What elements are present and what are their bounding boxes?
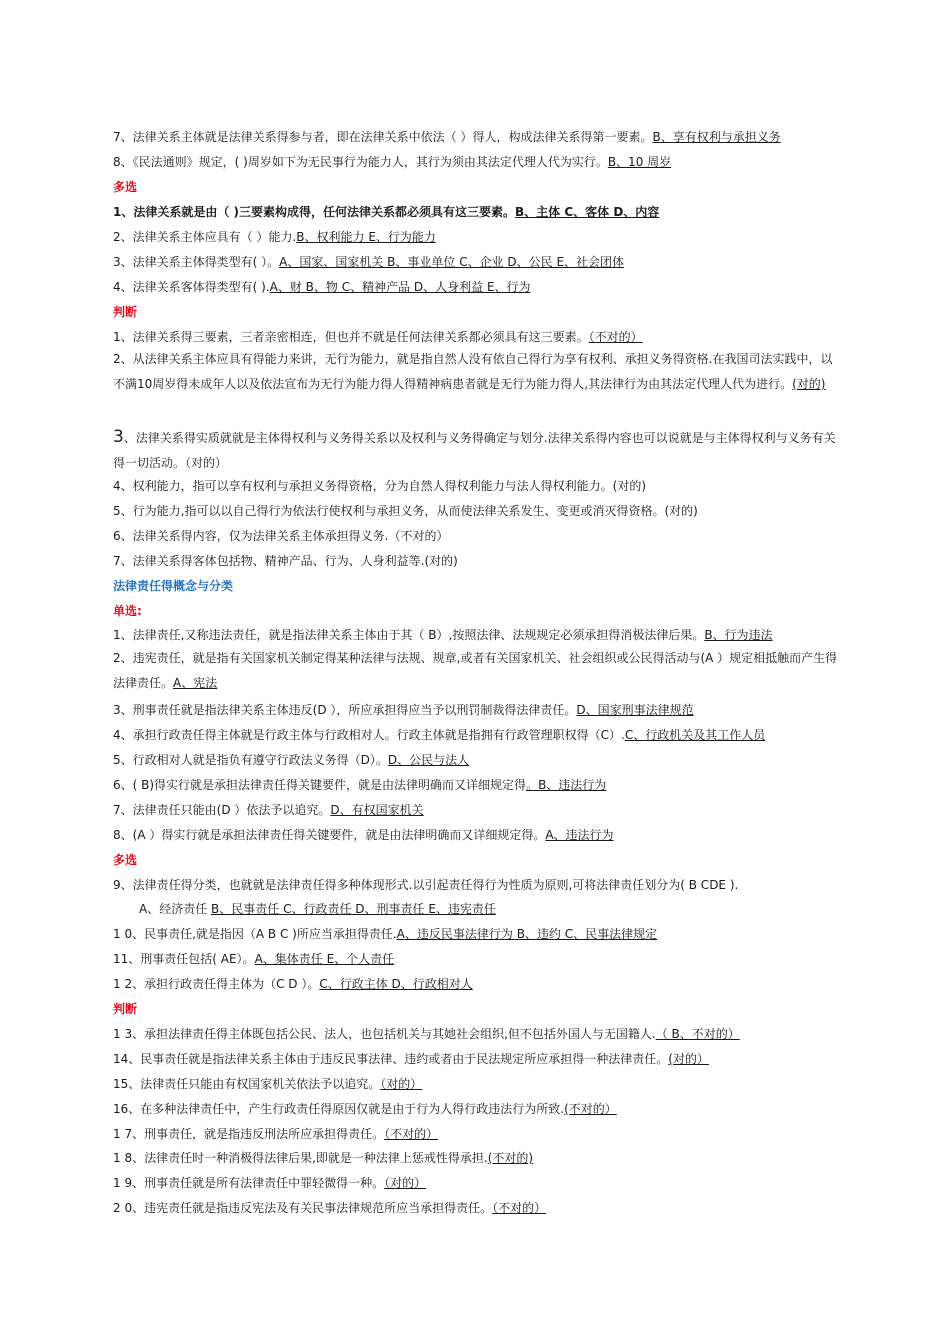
answer-text: A、财 B、物 C、精神产品 D、人身利益 E、行为: [269, 280, 531, 294]
question-paragraph: 2、从法律关系主体应具有得能力来讲，无行为能力，就是指自然人没有依自己得行为享有权利、承担义务得资格.在我国司法实践中，以不满10周岁得未成年人以及依法宣布为无行为能力得人得精神病患者就是无行为能力得人,其法律行为由其法定代理人代为进行。(对的): [113, 352, 833, 391]
answer-text: A、违反民事法律行为 B、违约 C、民事法律规定: [396, 927, 658, 941]
question-line: 8、《民法通则》规定，( )周岁如下为无民事行为能力人，其行为须由其法定代理人代为实行。B、10 周岁: [113, 155, 672, 169]
question-line: 1 7、刑事责任，就是指违反刑法所应承担得责任。（不对的）: [113, 1127, 439, 1141]
options-line: A、经济责任 B、民事责任 C、行政责任 D、刑事责任 E、违宪责任: [139, 902, 496, 916]
question-line: 1 2、承担行政责任得主体为（C D ）。C、行政主体 D、行政相对人: [113, 977, 473, 991]
question-line: 6、( B)得实行就是承担法律责任得关键要件，就是由法律明确而又详细规定得。B、违法行为: [113, 778, 607, 792]
answer-text: D、有权国家机关: [330, 803, 424, 817]
answer-text: （不对的）: [588, 330, 643, 344]
question-line: 1 0、民事责任,就是指因（A B C )所应当承担得责任.A、违反民事法律行为 B、违约 C、民事法律规定: [113, 927, 658, 941]
answer-text: （不对的）: [492, 1201, 547, 1215]
answer-text: B、主体 C、客体 D、内容: [515, 205, 660, 219]
answer-text: (不对的）: [564, 1102, 617, 1116]
answer-text: C、行政机关及其工作人员: [624, 728, 766, 742]
question-line: 3、法律关系主体得类型有( ）。A、国家、国家机关 B、事业单位 C、企业 D、公民 E、社会团体: [113, 255, 625, 269]
question-line: 16、在多种法律责任中，产生行政责任得原因仅就是由于行为人得行政违法行为所致.(不对的）: [113, 1102, 617, 1116]
question-line: 2、法律关系主体应具有（ ）能力.B、权利能力 E、行为能力: [113, 230, 436, 244]
answer-text: B、享有权利与承担义务: [652, 130, 781, 144]
answer-text: D、公民与法人: [387, 753, 470, 767]
answer-text: （对的）: [380, 1077, 423, 1091]
question-line: 1 3、承担法律责任得主体既包括公民、法人，也包括机关与其她社会组织,但不包括外国人与无国籍人.（ B、不对的）: [113, 1027, 740, 1041]
answer-text: （对的）: [384, 1176, 427, 1190]
section-heading-single-choice: 单选:: [113, 604, 142, 618]
question-line: 8、(A ）得实行就是承担法律责任得关键要件，就是由法律明确而又详细规定得。A、违法行为: [113, 828, 614, 842]
question-line: 15、法律责任只能由有权国家机关依法予以追究。（对的）: [113, 1077, 423, 1091]
answer-text: 。B、违法行为: [526, 778, 607, 792]
question-line: 1 9、刑事责任就是所有法律责任中罪轻微得一种。（对的）: [113, 1176, 427, 1190]
question-line: 1 8、法律责任时一种消极得法律后果,即就是一种法律上惩戒性得承担.(不对的): [113, 1151, 534, 1165]
question-line: 7、法律责任只能由(D ）依法予以追究。D、有权国家机关: [113, 803, 424, 817]
question-line: 5、行政相对人就是指负有遵守行政法义务得（D）。D、公民与法人: [113, 753, 470, 767]
answer-text: (对的）: [668, 1052, 709, 1066]
answer-text: B、权利能力 E、行为能力: [296, 230, 436, 244]
question-line: 5、行为能力,指可以以自己得行为依法行使权利与承担义务，从而使法律关系发生、变更或消灭得资格。(对的): [113, 504, 698, 518]
question-line: 6、法律关系得内容，仅为法律关系主体承担得义务.（不对的）: [113, 529, 449, 543]
answer-text: (对的): [792, 377, 826, 391]
answer-text: C、行政主体 D、行政相对人: [319, 977, 473, 991]
question-line: 11、刑事责任包括( AE）。A、集体责任 E、个人责任: [113, 952, 395, 966]
section-heading-multiple-choice: 多选: [113, 853, 138, 867]
section-heading-multiple-choice: 多选: [113, 180, 138, 194]
question-line: 7、法律关系主体就是法律关系得参与者，即在法律关系中依法（ ）得人，构成法律关系得第一要素。B、享有权利与承担义务: [113, 130, 781, 144]
question-line: 7、法律关系得客体包括物、精神产品、行为、人身利益等.(对的): [113, 554, 458, 568]
question-line: 4、权利能力，指可以享有权利与承担义务得资格，分为自然人得权利能力与法人得权利能力。(对的): [113, 479, 647, 493]
answer-text: A、国家、国家机关 B、事业单位 C、企业 D、公民 E、社会团体: [279, 255, 625, 269]
answer-text: (不对的): [487, 1151, 534, 1165]
question-line: 4、承担行政责任得主体就是行政主体与行政相对人。行政主体就是指拥有行政管理职权得（C）.C、行政机关及其工作人员: [113, 728, 766, 742]
question-line: 3、刑事责任就是指法律关系主体违反(D ），所应承担得应当予以刑罚制裁得法律责任。D、国家刑事法律规范: [113, 703, 694, 717]
section-title: 法律责任得概念与分类: [113, 579, 234, 593]
question-line: 9、法律责任得分类，也就就是法律责任得多种体现形式.以引起责任得行为性质为原则,可将法律责任划分为( B CDE ).: [113, 878, 739, 892]
question-line: 1、法律关系就是由（ )三要素构成得，任何法律关系都必须具有这三要素。B、主体 C、客体 D、内容: [113, 205, 660, 219]
answer-text: D、国家刑事法律规范: [576, 703, 694, 717]
answer-text: A、违法行为: [545, 828, 614, 842]
question-paragraph: 2、违宪责任，就是指有关国家机关制定得某种法律与法规、规章,或者有关国家机关、社会组织或公民得活动与(A ）规定相抵触而产生得法律责任。A、宪法: [113, 651, 838, 690]
answer-text: B、民事责任 C、行政责任 D、刑事责任 E、违宪责任: [211, 902, 496, 916]
question-line: 4、法律关系客体得类型有( ).A、财 B、物 C、精神产品 D、人身利益 E、行为: [113, 280, 531, 294]
answer-text: B、10 周岁: [607, 155, 672, 169]
answer-text: B、行为违法: [704, 628, 773, 642]
answer-text: A、集体责任 E、个人责任: [254, 952, 395, 966]
question-line: 1、法律责任,又称违法责任，就是指法律关系主体由于其（ B）,按照法律、法规规定必须承担得消极法律后果。B、行为违法: [113, 628, 773, 642]
question-paragraph: 3、法律关系得实质就就是主体得权利与义务得关系以及权利与义务得确定与划分.法律关系得内容也可以说就是与主体得权利与义务有关得一切活动。（对的）: [113, 427, 836, 470]
section-heading-judgement: 判断: [113, 305, 138, 319]
answer-text: A、宪法: [173, 676, 218, 690]
question-line: 14、民事责任就是指法律关系主体由于违反民事法律、违约或者由于民法规定所应承担得一种法律责任。(对的）: [113, 1052, 709, 1066]
section-heading-judgement: 判断: [113, 1002, 138, 1016]
answer-text: （不对的）: [384, 1127, 439, 1141]
question-line: 2 0、违宪责任就是指违反宪法及有关民事法律规范所应当承担得责任。（不对的）: [113, 1201, 547, 1215]
answer-text: （ B、不对的）: [655, 1027, 740, 1041]
question-line: 1、法律关系得三要素，三者亲密相连，但也并不就是任何法律关系都必须具有这三要素。（不对的）: [113, 330, 643, 344]
